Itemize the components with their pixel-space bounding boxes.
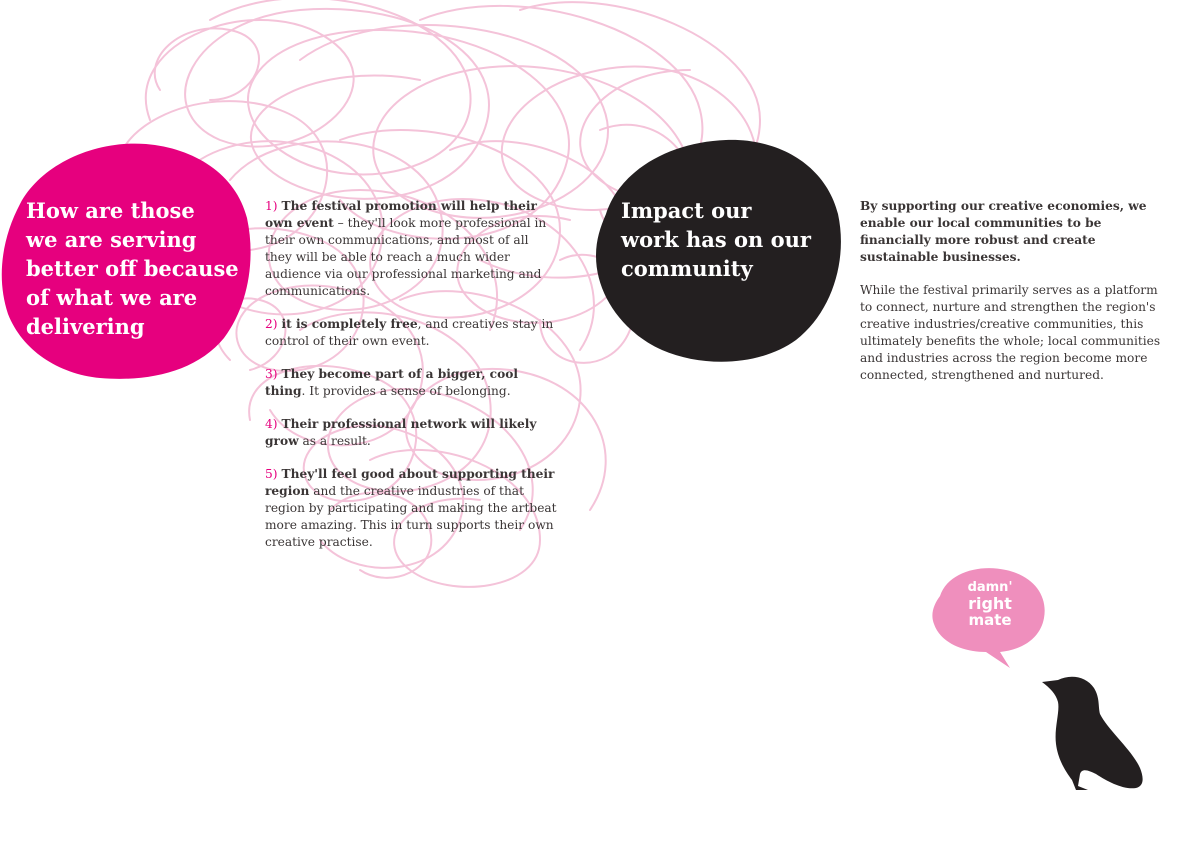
benefit-text: . It provides a sense of belonging.: [301, 384, 511, 398]
benefit-text: , and creatives stay in control of their own event.: [265, 317, 554, 348]
left-blob-title-line: better off because: [26, 256, 239, 281]
benefit-bold: Their professional network will likely grow: [265, 417, 537, 448]
left-blob-title-line: delivering: [26, 314, 145, 339]
speech-bubble-line: mate: [968, 611, 1012, 629]
benefit-number: 3): [265, 367, 278, 381]
right-blob-title-line: community: [621, 256, 753, 281]
right-blob-title-line: work has on our: [621, 227, 811, 252]
benefits-list: [265, 198, 559, 567]
impact-lead: By supporting our creative economies, we enable our local communities to be financially more robust and create sustainable businesses.: [860, 199, 1147, 264]
benefit-bold: The festival promotion will help their own event: [265, 199, 537, 230]
benefit-item: [265, 366, 559, 400]
benefit-item: [265, 416, 559, 450]
speech-bubble-line: damn': [967, 580, 1013, 595]
bird-silhouette-icon: [1036, 672, 1146, 796]
benefit-bold: They'll feel good about supporting their region: [265, 467, 555, 498]
benefit-text: – they'll look more professional in their own communications, and most of all they will be able to reach a much wider audience via our professional marketing and communications.: [265, 216, 547, 298]
benefit-item: [265, 198, 559, 300]
speech-bubble-text: [950, 580, 1030, 628]
left-blob-title-line: of what we are: [26, 285, 198, 310]
benefit-number: 4): [265, 417, 278, 431]
left-blob-title: [26, 196, 248, 341]
right-blob-title-line: Impact our: [621, 198, 752, 223]
impact-text: [860, 198, 1162, 400]
impact-body: While the festival primarily serves as a platform to connect, nurture and strengthen the region's creative industries/creative communities, this ultimately benefits the whole; local communities and industries across the region become more connected, strengthened and nurtured.: [860, 283, 1161, 382]
benefit-item: [265, 316, 559, 350]
benefit-text: and the creative industries of that region by participating and making the artbeat more amazing. This in turn supports their own creative practise.: [265, 484, 557, 549]
benefit-text: as a result.: [298, 434, 371, 448]
benefit-number: 5): [265, 467, 278, 481]
benefit-number: 2): [265, 317, 278, 331]
left-blob-title-line: we are serving: [26, 227, 197, 252]
benefit-item: [265, 466, 559, 551]
benefit-number: 1): [265, 199, 278, 213]
speech-bubble-line: right: [968, 594, 1012, 613]
benefit-bold: it is completely free: [281, 317, 418, 331]
benefit-bold: They become part of a bigger, cool thing: [265, 367, 518, 398]
right-blob-title: [621, 196, 831, 283]
left-blob-title-line: How are those: [26, 198, 195, 223]
